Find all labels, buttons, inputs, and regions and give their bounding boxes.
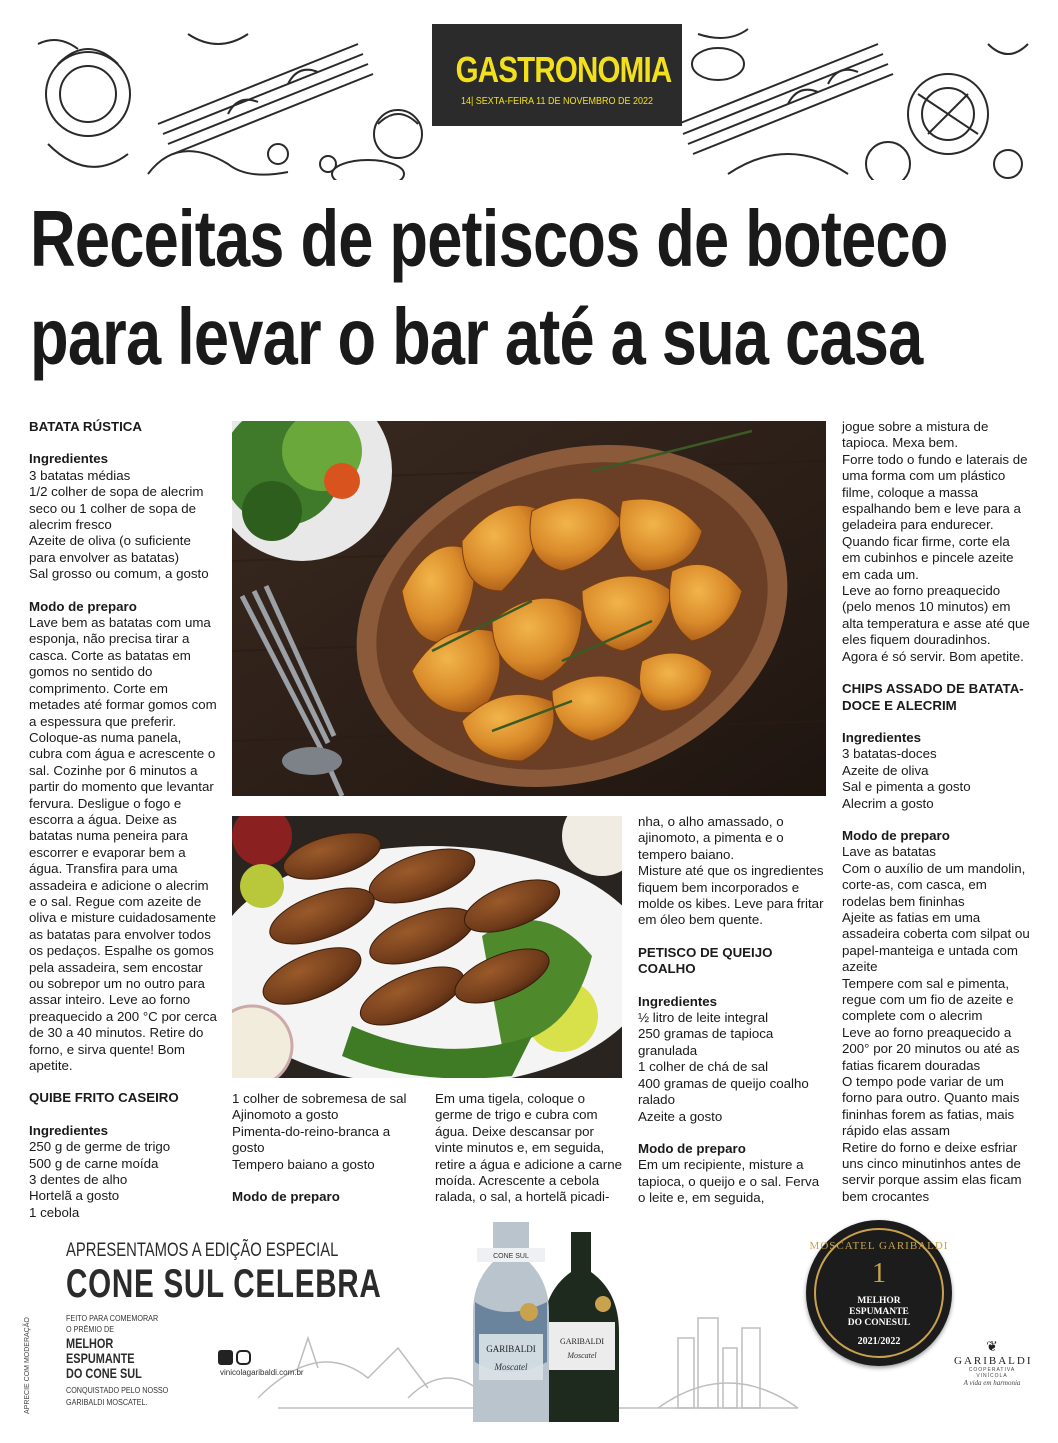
seal-award-text xyxy=(806,1296,952,1329)
recipe-title-batata-rustica: BATATA RÚSTICA xyxy=(29,419,143,434)
garibaldi-advertisement xyxy=(24,1218,1033,1423)
method-label: Modo de preparo xyxy=(29,598,137,614)
ingredients-list-continued: 1 colher de sobremesa de sal Ajinomoto a gosto Pimenta-do-reino-branca a gosto Tempero baiano a gosto xyxy=(232,1091,407,1172)
method-text: Em uma tigela, coloque o germe de trigo e cubra com água. Deixe descansar por vinte minutos e, em seguida, retire a água e adicione a carne moída. Acrescente a cebola ralada, o sal, a hortelã picadi- xyxy=(435,1091,623,1205)
bottle1-variety: Moscatel xyxy=(494,1362,528,1372)
bottle1-brand: GARIBALDI xyxy=(486,1344,536,1354)
headline xyxy=(30,190,1030,386)
ingredients-list: 3 batatas-doces Azeite de oliva Sal e pimenta a gosto Alecrim a gosto xyxy=(842,746,971,811)
garibaldi-logo xyxy=(954,1338,1033,1387)
method-text-continued: nha, o alho amassado, o ajinomoto, a pimenta e o tempero baiano. Misture até que os ingredientes fiquem bem incorporados e molde os kibes. Leve para fritar em óleo bem quente. xyxy=(638,814,824,928)
ad-award-text: DO CONE SUL xyxy=(66,1365,142,1381)
headline-line-1: Receitas de petiscos de boteco xyxy=(30,194,948,283)
ad-brand-title: CONE SUL CELEBRA xyxy=(66,1262,382,1306)
recipe-title-quibe: QUIBE FRITO CASEIRO xyxy=(29,1090,179,1106)
column-1 xyxy=(29,419,217,1221)
award-seal xyxy=(806,1220,952,1366)
column-4 xyxy=(638,814,824,1207)
wine-bottles-illustration xyxy=(453,1222,633,1422)
ingredients-label: Ingredientes xyxy=(29,451,109,467)
section-badge xyxy=(432,24,682,126)
bottle2-variety: Moscatel xyxy=(567,1351,597,1360)
ingredients-list: 3 batatas médias 1/2 colher de sopa de alecrim seco ou 1 colher de sopa de alecrim fresco Azeite de oliva (o suficiente para envolver as batatas) Sal grosso ou comum, a gosto xyxy=(29,467,209,582)
ad-award-text: ESPUMANTE xyxy=(66,1350,135,1366)
seal-rank: 1 xyxy=(872,1258,886,1289)
drink-responsibly-note: APRECIE COM MODERAÇÃO xyxy=(24,1317,31,1414)
ad-small-text: GARIBALDI MOSCATEL. xyxy=(66,1398,148,1407)
logo-name: GARIBALDI xyxy=(954,1355,1033,1367)
ingredients-label: Ingredientes xyxy=(29,1122,109,1138)
dateline: 14| SEXTA-FEIRA 11 DE NOVEMBRO DE 2022 xyxy=(460,96,654,107)
bottle2-brand: GARIBALDI xyxy=(560,1337,604,1346)
column-5 xyxy=(842,419,1030,1205)
method-text: Em um recipiente, misture a tapioca, o queijo e o sal. Ferva o leite e, em seguida, xyxy=(638,1157,820,1206)
instagram-icon[interactable] xyxy=(236,1350,251,1365)
bottle1-band: CONE SUL xyxy=(493,1253,529,1260)
ingredients-list: ½ litro de leite integral 250 gramas de tapioca granulada 1 colher de chá de sal 400 gramas de queijo coalho ralado Azeite a gosto xyxy=(638,1010,809,1124)
recipe-title-chips: CHIPS ASSADO DE BATATA-DOCE E ALECRIM xyxy=(842,681,1024,713)
quibe-photo xyxy=(232,816,622,1078)
section-title: GASTRONOMIA xyxy=(455,49,672,90)
recipe-title-queijo-coalho: PETISCO DE QUEIJO COALHO xyxy=(638,944,773,977)
ad-small-text: O PRÊMIO DE xyxy=(66,1325,115,1334)
grape-icon: ❦ xyxy=(986,1338,998,1354)
ingredients-label: Ingredientes xyxy=(842,729,922,745)
logo-tagline: A vida em harmonia xyxy=(963,1379,1021,1387)
seal-title: MOSCATEL GARIBALDI xyxy=(809,1240,949,1252)
method-label: Modo de preparo xyxy=(842,827,950,843)
facebook-icon[interactable] xyxy=(218,1350,233,1365)
ad-award-text: MELHOR xyxy=(66,1335,114,1351)
seal-line: ESPUMANTE xyxy=(849,1307,909,1317)
ad-website[interactable]: vinicolagaribaldi.com.br xyxy=(220,1368,304,1377)
potatoes-photo xyxy=(232,421,826,796)
logo-subtitle: COOPERATIVA VINÍCOLA xyxy=(968,1367,1016,1379)
seal-year: 2021/2022 xyxy=(857,1336,901,1347)
column-2 xyxy=(232,1091,418,1205)
method-label: Modo de preparo xyxy=(638,1140,746,1156)
method-label: Modo de preparo xyxy=(232,1189,340,1205)
section-header xyxy=(28,24,1030,180)
method-text: Lave bem as batatas com uma esponja, não precisa tirar a casca. Corte as batatas em gomos no sentido do comprimento. Corte em metades até formar gomos com a espessura que preferir. Coloque-as numa panela, cubra com água e acrescente o sal. Cozinhe por 6 minutos a partir do momento que levantar fervura. Desligue o fogo e escorra a água. Deixe as batatas numa peneira para escorrer e evaporar bem a água. Transfira para uma assadeira e adicione o alecrim e o sal. Regue com azeite de oliva e misture cuidadosamente as batatas para envolver todos os pedaços. Espalhe os gomos pela assadeira, sem encostar ou sobrepor um no outro para assar inteiro. Leve ao forno preaquecido a 200 °C por cerca de 30 a 40 minutos. Retire do forno, e sirva quente! Bom apetite. xyxy=(29,615,217,1074)
method-text-continued: jogue sobre a mistura de tapioca. Mexa bem. Forre todo o fundo e laterais de uma forma com um plástico filme, coloque a massa espalhando bem e leve para a geladeira para endurecer. Quando ficar firme, corte ela em cubinhos e pincele azeite em cada um. Leve ao forno preaquecido (pelo menos 10 minutos) em alta temperatura e asse até que eles fiquem douradinhos. Agora é só servir. Bom apetite. xyxy=(842,419,1030,664)
column-3 xyxy=(435,1091,625,1206)
social-icons xyxy=(218,1350,251,1365)
seal-line: DO CONESUL xyxy=(847,1318,911,1328)
headline-line-2: para levar o bar até a sua casa xyxy=(30,292,923,381)
ingredients-label: Ingredientes xyxy=(638,993,718,1009)
ingredients-list: 250 g de germe de trigo 500 g de carne moída 3 dentes de alho Hortelã a gosto 1 cebola xyxy=(29,1139,171,1220)
ad-intro: APRESENTAMOS A EDIÇÃO ESPECIAL xyxy=(66,1240,339,1261)
ad-small-text: CONQUISTADO PELO NOSSO xyxy=(66,1386,169,1395)
method-text: Lave as batatas Com o auxílio de um mandolin, corte-as, com casca, em rodelas bem fininhas Ajeite as fatias em uma assadeira coberta com silpat ou papel-manteiga e untada com azeite Tempere com sal e pimenta, regue com um fio de azeite e complete com o alecrim Leve ao forno preaquecido a 200° por 20 minutos ou até as fatias ficarem douradas O tempo pode variar de um forno para outro. Quanto mais fininhas forem as fatias, mais rápido elas assam Retire do forno e deixe esfriar uns cinco minutinhos antes de servir porque assim elas ficam bem crocantes xyxy=(842,844,1030,1204)
seal-line: MELHOR xyxy=(857,1296,901,1306)
ad-small-text: FEITO PARA COMEMORAR xyxy=(66,1314,159,1323)
